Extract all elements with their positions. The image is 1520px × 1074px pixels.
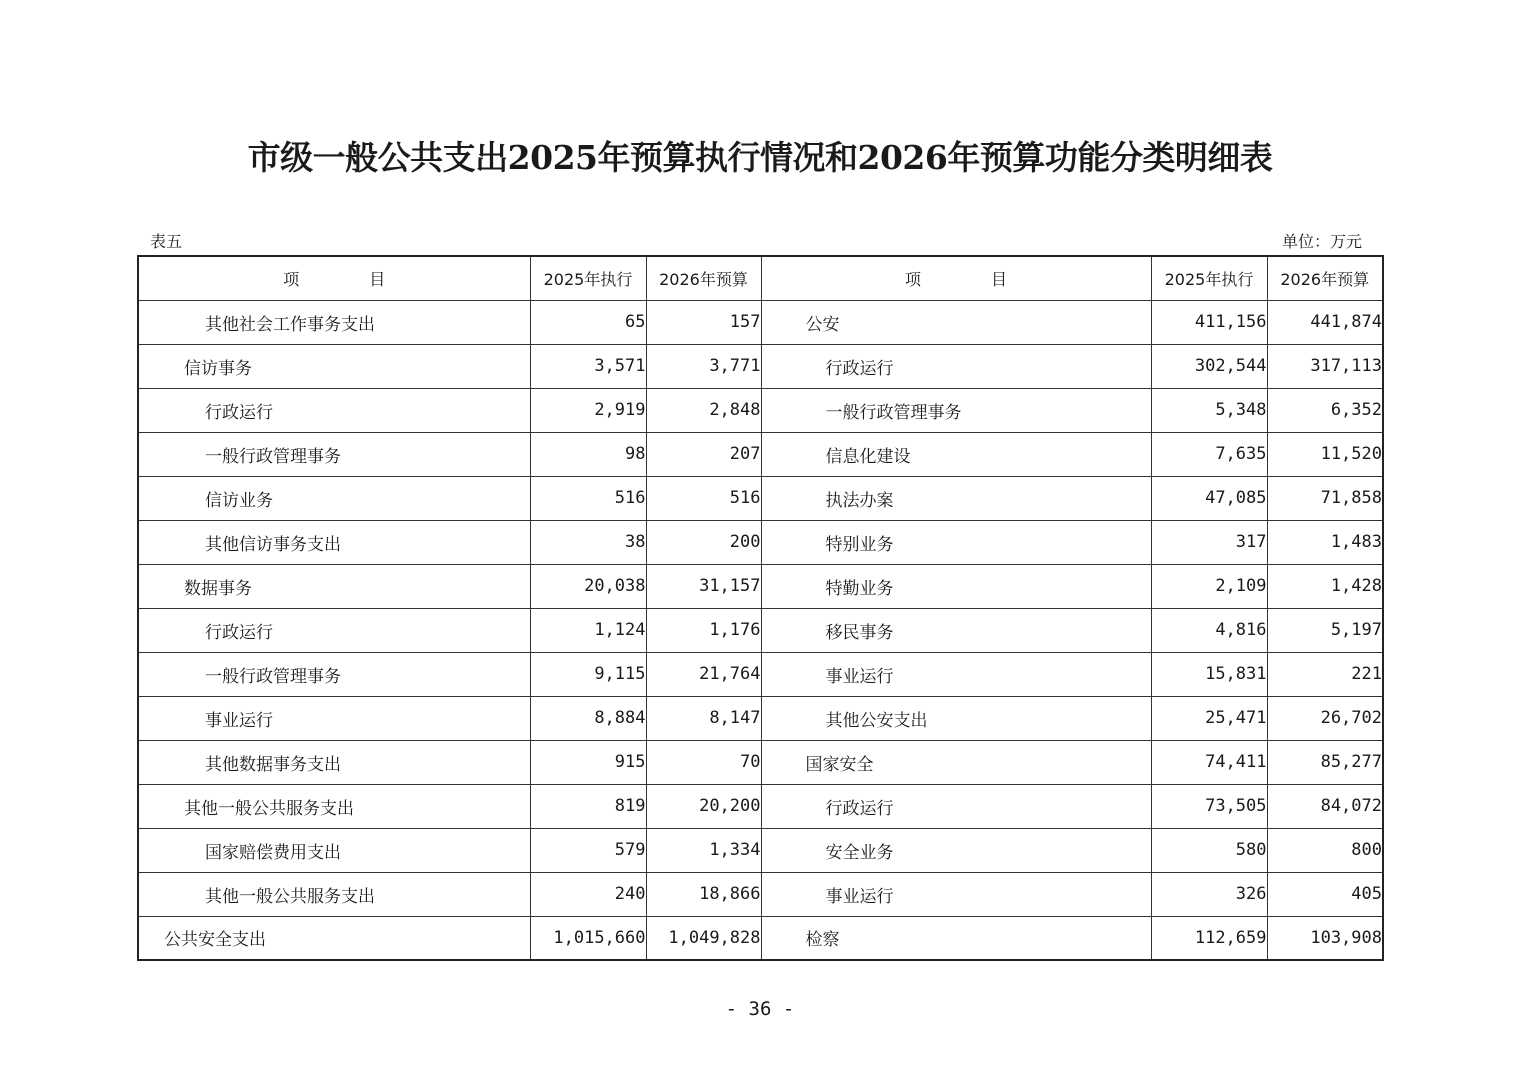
right-item-name: 移民事务 [761, 608, 1151, 652]
left-item-name: 其他一般公共服务支出 [138, 784, 530, 828]
left-2026-value: 3,771 [646, 344, 761, 388]
left-2026-header: 2026年预算 [646, 256, 761, 300]
left-2025-value: 240 [530, 872, 646, 916]
left-2025-value: 915 [530, 740, 646, 784]
header-item-char: 项 [283, 269, 300, 289]
left-2026-value: 1,049,828 [646, 916, 761, 960]
left-item-name: 国家赔偿费用支出 [138, 828, 530, 872]
page-title: 市级一般公共支出2025年预算执行情况和2026年预算功能分类明细表 [247, 138, 1273, 177]
table-row [138, 564, 1383, 608]
left-2025-value: 65 [530, 300, 646, 344]
table-row [138, 432, 1383, 476]
left-2025-value: 8,884 [530, 696, 646, 740]
right-2025-value: 73,505 [1151, 784, 1267, 828]
right-2025-value: 411,156 [1151, 300, 1267, 344]
right-2026-value: 221 [1267, 652, 1383, 696]
table-row [138, 344, 1383, 388]
table-header-row [138, 256, 1383, 300]
left-2026-value: 157 [646, 300, 761, 344]
right-item-header [761, 256, 1151, 300]
table-row [138, 872, 1383, 916]
right-item-name: 检察 [761, 916, 1151, 960]
table-row [138, 828, 1383, 872]
right-item-name: 信息化建设 [761, 432, 1151, 476]
page-number: - 36 - [725, 998, 795, 1020]
right-2026-value: 405 [1267, 872, 1383, 916]
right-2025-value: 47,085 [1151, 476, 1267, 520]
right-2025-value: 7,635 [1151, 432, 1267, 476]
table-row [138, 652, 1383, 696]
right-2025-value: 4,816 [1151, 608, 1267, 652]
table-row [138, 388, 1383, 432]
right-2026-value: 317,113 [1267, 344, 1383, 388]
left-2026-value: 200 [646, 520, 761, 564]
right-2025-value: 580 [1151, 828, 1267, 872]
right-item-name: 安全业务 [761, 828, 1151, 872]
left-item-name: 事业运行 [138, 696, 530, 740]
right-2026-header: 2026年预算 [1267, 256, 1383, 300]
right-2026-value: 26,702 [1267, 696, 1383, 740]
left-2026-value: 516 [646, 476, 761, 520]
left-2025-value: 2,919 [530, 388, 646, 432]
right-item-name: 行政运行 [761, 784, 1151, 828]
right-2025-value: 15,831 [1151, 652, 1267, 696]
right-item-name: 一般行政管理事务 [761, 388, 1151, 432]
right-item-name: 其他公安支出 [761, 696, 1151, 740]
right-item-name: 公安 [761, 300, 1151, 344]
left-2025-value: 579 [530, 828, 646, 872]
left-2026-value: 1,176 [646, 608, 761, 652]
left-item-name: 行政运行 [138, 388, 530, 432]
left-2026-value: 8,147 [646, 696, 761, 740]
left-2025-value: 819 [530, 784, 646, 828]
budget-table [137, 255, 1384, 961]
right-2026-value: 84,072 [1267, 784, 1383, 828]
table-label: 表五 [150, 232, 183, 251]
left-item-name: 行政运行 [138, 608, 530, 652]
right-2026-value: 5,197 [1267, 608, 1383, 652]
left-item-header [138, 256, 530, 300]
right-2026-value: 441,874 [1267, 300, 1383, 344]
right-2025-value: 74,411 [1151, 740, 1267, 784]
left-2025-value: 1,124 [530, 608, 646, 652]
left-2025-value: 516 [530, 476, 646, 520]
right-item-name: 事业运行 [761, 652, 1151, 696]
unit-label: 单位：万元 [1281, 232, 1362, 251]
right-item-name: 事业运行 [761, 872, 1151, 916]
table-row [138, 520, 1383, 564]
right-item-name: 特勤业务 [761, 564, 1151, 608]
right-2026-value: 103,908 [1267, 916, 1383, 960]
left-item-name: 信访业务 [138, 476, 530, 520]
left-item-name: 信访事务 [138, 344, 530, 388]
table-row [138, 784, 1383, 828]
right-2025-value: 2,109 [1151, 564, 1267, 608]
right-2026-value: 11,520 [1267, 432, 1383, 476]
left-item-name: 公共安全支出 [138, 916, 530, 960]
right-2025-header: 2025年执行 [1151, 256, 1267, 300]
left-2025-value: 1,015,660 [530, 916, 646, 960]
header-item-char: 目 [369, 269, 386, 289]
left-2026-value: 2,848 [646, 388, 761, 432]
right-item-name: 执法办案 [761, 476, 1151, 520]
table-row [138, 476, 1383, 520]
header-item-char: 项 [904, 269, 921, 289]
right-2026-value: 85,277 [1267, 740, 1383, 784]
left-2025-value: 9,115 [530, 652, 646, 696]
table-row [138, 740, 1383, 784]
right-2025-value: 25,471 [1151, 696, 1267, 740]
right-2025-value: 302,544 [1151, 344, 1267, 388]
table-row [138, 300, 1383, 344]
left-2025-value: 3,571 [530, 344, 646, 388]
left-2025-header: 2025年执行 [530, 256, 646, 300]
left-item-name: 一般行政管理事务 [138, 652, 530, 696]
right-2026-value: 800 [1267, 828, 1383, 872]
table-row [138, 696, 1383, 740]
left-2026-value: 207 [646, 432, 761, 476]
right-item-name: 国家安全 [761, 740, 1151, 784]
right-2025-value: 112,659 [1151, 916, 1267, 960]
table-row [138, 608, 1383, 652]
left-2025-value: 20,038 [530, 564, 646, 608]
left-item-name: 其他数据事务支出 [138, 740, 530, 784]
left-2026-value: 70 [646, 740, 761, 784]
right-2026-value: 1,483 [1267, 520, 1383, 564]
right-2026-value: 1,428 [1267, 564, 1383, 608]
left-item-name: 其他信访事务支出 [138, 520, 530, 564]
right-2025-value: 5,348 [1151, 388, 1267, 432]
left-item-name: 其他社会工作事务支出 [138, 300, 530, 344]
left-2026-value: 20,200 [646, 784, 761, 828]
left-item-name: 数据事务 [138, 564, 530, 608]
left-2025-value: 38 [530, 520, 646, 564]
right-item-name: 行政运行 [761, 344, 1151, 388]
left-item-name: 一般行政管理事务 [138, 432, 530, 476]
right-2026-value: 6,352 [1267, 388, 1383, 432]
right-2026-value: 71,858 [1267, 476, 1383, 520]
left-2026-value: 1,334 [646, 828, 761, 872]
left-2026-value: 18,866 [646, 872, 761, 916]
table-row [138, 916, 1383, 960]
header-item-char: 目 [991, 269, 1008, 289]
left-item-name: 其他一般公共服务支出 [138, 872, 530, 916]
right-item-name: 特别业务 [761, 520, 1151, 564]
left-2025-value: 98 [530, 432, 646, 476]
right-2025-value: 326 [1151, 872, 1267, 916]
left-2026-value: 31,157 [646, 564, 761, 608]
left-2026-value: 21,764 [646, 652, 761, 696]
right-2025-value: 317 [1151, 520, 1267, 564]
